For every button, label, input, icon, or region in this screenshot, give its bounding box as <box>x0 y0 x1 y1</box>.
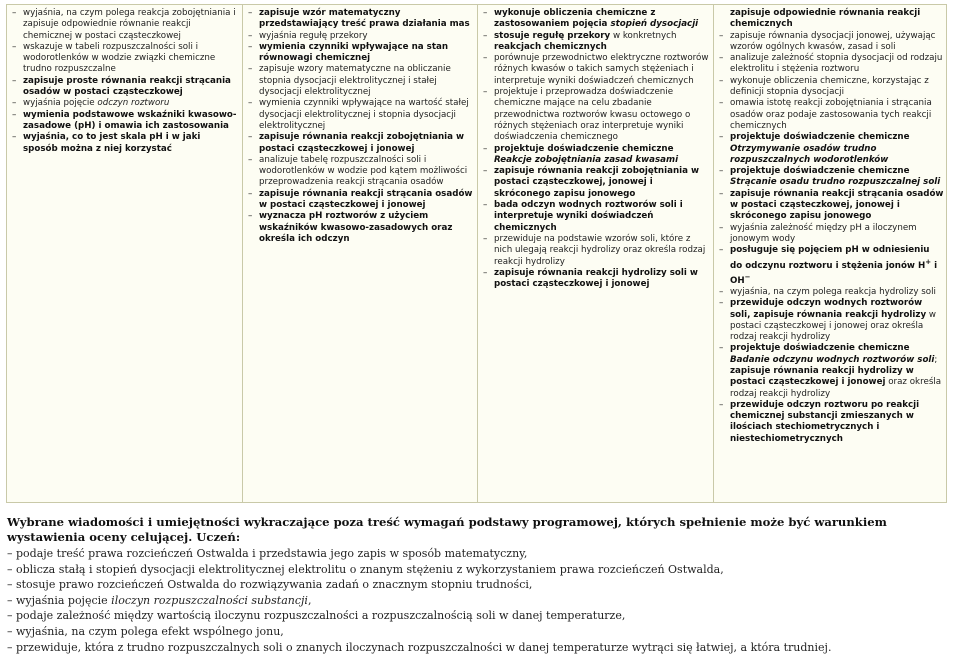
list-dash: – <box>12 75 17 86</box>
text-segment: wyjaśnia, co to jest skala pH i w jaki sposób można z niej korzystać <box>23 132 201 154</box>
text-segment: stosuje regułę przekory <box>494 30 611 41</box>
requirement-item <box>719 245 944 287</box>
text-segment: wyjaśnia, na czym polega reakcja zobojętniania i zapisuje odpowiednie równanie reakcji chemicznej w postaci cząsteczkowej <box>23 8 236 41</box>
requirement-item <box>248 64 473 98</box>
requirement-text <box>259 64 473 98</box>
requirement-item <box>719 287 944 298</box>
list-dash: – <box>248 98 253 109</box>
list-dash: – <box>483 8 488 18</box>
requirement-text <box>494 234 709 268</box>
requirement-item <box>719 53 944 76</box>
extra-requirement-item <box>7 640 947 656</box>
requirement-text <box>730 76 944 99</box>
requirement-text <box>23 8 238 42</box>
text-segment: zapisuje proste równania reakcji strącania osadów w postaci cząsteczkowej <box>23 75 231 98</box>
requirement-text <box>730 98 944 132</box>
list-dash: – <box>719 98 724 109</box>
list-dash: – <box>483 166 488 177</box>
requirement-text <box>494 31 709 54</box>
text-segment: Reakcje zobojętniania zasad kwasami <box>494 154 679 165</box>
requirement-item <box>483 144 709 167</box>
requirement-text <box>494 53 709 87</box>
requirement-item <box>719 298 944 343</box>
requirement-item <box>12 98 238 109</box>
list-dash: – <box>248 211 253 222</box>
text-segment: zapisuje wzory matematyczne na obliczanie stopnia dysocjacji elektrolitycznej i stałej dysocjacji elektrolitycznej <box>259 64 451 98</box>
list-dash: – <box>719 53 724 64</box>
requirement-text <box>730 8 944 31</box>
requirement-item <box>248 31 473 42</box>
list-dash: – <box>248 30 253 41</box>
requirement-text <box>730 53 944 76</box>
extra-requirement-item <box>7 577 947 593</box>
requirement-item <box>248 98 473 132</box>
text-segment: przewiduje na podstawie wzorów soli, które z nich ulegają reakcji hydrolizy oraz określa rodzaj reakcji hydrolizy <box>494 233 706 267</box>
text-segment: wyjaśnia regułę przekory <box>259 30 368 41</box>
text-segment: zapisuje równania reakcji strącania osadów w postaci cząsteczkowej, jonowej i skróconego zapisu jonowego <box>730 188 944 222</box>
text-segment: analizuje tabelę rozpuszczalności soli i wodorotlenków w wodzie pod kątem możliwości przeprowadzenia reakcji strącania osadów <box>259 154 468 188</box>
requirement-item <box>248 8 473 31</box>
requirement-text <box>494 268 709 291</box>
requirement-item <box>483 268 709 291</box>
text-segment: oraz określa rodzaj reakcji hydrolizy <box>730 377 942 399</box>
requirement-text <box>259 211 473 245</box>
text-segment: odczyn roztworu <box>97 98 170 109</box>
requirement-item <box>719 166 944 189</box>
requirement-text <box>730 31 944 54</box>
text-segment: posługuje się pojęciem pH w odniesieniu do odczynu roztworu i stężenia jonów H <box>730 245 930 271</box>
text-segment: + <box>925 257 932 266</box>
requirement-item <box>483 31 709 54</box>
text-segment: , <box>307 593 312 607</box>
list-dash: – <box>719 399 724 410</box>
requirement-item <box>483 200 709 234</box>
requirement-item <box>719 223 944 246</box>
text-segment: wyjaśnia pojęcie <box>23 98 98 109</box>
requirement-text <box>494 87 709 143</box>
text-segment: wykonuje obliczenia chemiczne, korzystając z definicji stopnia dysocjacji <box>730 75 929 98</box>
list-dash: – <box>12 98 17 109</box>
requirement-text <box>259 8 473 31</box>
requirement-item <box>248 42 473 65</box>
list-dash <box>719 8 730 31</box>
list-dash: – <box>719 222 724 233</box>
requirement-text <box>494 166 709 200</box>
text-segment: w konkretnych <box>610 30 677 41</box>
extra-requirements-section <box>7 515 947 655</box>
text-segment: – podaje treść prawa rozcieńczeń Ostwalda i przedstawia jego zapis w sposób matematyczny, <box>7 547 528 560</box>
list-dash: – <box>12 132 17 143</box>
list-dash: – <box>719 188 724 199</box>
text-segment: wymienia czynniki wpływające na wartość stałej dysocjacji elektrolitycznej i stopnia dysocjacji elektrolitycznej <box>259 98 469 131</box>
text-segment: i OH <box>730 260 938 286</box>
requirement-item <box>483 234 709 268</box>
requirement-text <box>730 132 944 166</box>
list-dash: – <box>12 109 17 120</box>
list-dash: – <box>248 41 253 52</box>
requirement-text <box>494 144 709 167</box>
text-segment: wymienia czynniki wpływające na stan równowagi chemicznej <box>259 41 449 64</box>
text-segment: zapisuje równania reakcji strącania osadów w postaci cząsteczkowej i jonowej <box>259 188 473 211</box>
requirement-item <box>248 189 473 212</box>
requirement-text <box>730 298 944 343</box>
text-segment: Badanie odczynu wodnych roztworów soli <box>730 354 935 365</box>
requirement-text <box>259 42 473 65</box>
requirement-text <box>23 76 238 99</box>
list-dash: – <box>248 154 253 165</box>
text-segment: reakcjach chemicznych <box>494 41 607 52</box>
text-segment: przewiduje odczyn wodnych roztworów soli, zapisuje równania reakcji hydrolizy <box>730 298 927 320</box>
requirement-item <box>719 400 944 445</box>
text-segment: omawia istotę reakcji zobojętniania i strącania osadów oraz podaje zastosowania tych reakcji chemicznych <box>730 98 932 131</box>
column-2 <box>243 5 478 502</box>
requirement-text <box>259 189 473 212</box>
list-dash: – <box>248 132 253 143</box>
text-segment: – wyjaśnia, na czym polega efekt wspólnego jonu, <box>7 624 284 638</box>
requirement-item <box>719 76 944 99</box>
text-segment: wyznacza pH roztworów z użyciem wskaźników kwasowo-zasadowych oraz określa ich odczyn <box>259 211 453 244</box>
requirement-text <box>730 400 944 445</box>
text-segment: wyjaśnia, na czym polega reakcja hydrolizy soli <box>730 286 936 297</box>
text-segment: projektuje doświadczenie chemiczne <box>730 132 910 143</box>
requirement-item <box>248 155 473 189</box>
list-dash: – <box>483 200 488 211</box>
list-dash: – <box>719 286 724 297</box>
column-4 <box>714 5 948 502</box>
text-segment: zapisuje odpowiednie równania reakcji chemicznych <box>730 8 921 30</box>
text-segment: – podaje zależność między wartością iloczynu rozpuszczalności a rozpuszczalnością soli w danej temperaturze, <box>7 609 626 623</box>
requirement-item <box>483 53 709 87</box>
column-3 <box>478 5 714 502</box>
requirement-item <box>248 132 473 155</box>
text-segment: – stosuje prawo rozcieńczeń Ostwalda do rozwiązywania zadań o znacznym stopniu trudności, <box>7 578 533 592</box>
list-dash: – <box>719 75 724 86</box>
list-dash: – <box>719 245 724 256</box>
requirement-text <box>259 31 473 42</box>
text-segment: ; <box>934 354 938 365</box>
requirement-text <box>494 200 709 234</box>
extra-requirements-title: Wybrane wiadomości i umiejętności wykraczające poza treść wymagań podstawy programowej, których spełnienie może być warunkiem wystawienia oceny celującej. Uczeń: <box>7 515 887 544</box>
requirement-item <box>483 8 709 31</box>
requirement-item <box>719 8 944 31</box>
requirement-item <box>719 343 944 399</box>
requirement-text <box>259 155 473 189</box>
extra-requirements-list <box>7 546 947 655</box>
list-dash: – <box>248 64 253 75</box>
text-segment: zapisuje równania dysocjacji jonowej, używając wzorów ogólnych kwasów, zasad i soli <box>730 30 936 52</box>
text-segment: Otrzymywanie osadów trudno rozpuszczalnych wodorotlenków <box>730 143 889 165</box>
text-segment: zapisuje równania reakcji zobojętniania w postaci cząsteczkowej, jonowej i skróconego zapisu jonowego <box>494 166 700 199</box>
text-segment: przewiduje odczyn roztworu po reakcji chemicznej substancji zmieszanych w ilościach stechiometrycznych i niestechiometrycznych <box>730 399 920 444</box>
text-segment: porównuje przewodnictwo elektryczne roztworów różnych kwasów o takich samych stężeniach i interpretuje wyniki doświadczeń chemicznych <box>494 53 709 86</box>
list-dash: – <box>483 30 488 41</box>
text-segment: iloczyn rozpuszczalności substancji <box>111 593 308 607</box>
requirement-text <box>730 343 944 399</box>
text-segment: zapisuje wzór matematyczny przedstawiający treść prawa działania mas <box>259 8 470 30</box>
requirement-text <box>23 110 238 133</box>
requirement-text <box>730 245 944 287</box>
text-segment: Strącanie osadu trudno rozpuszczalnej soli <box>730 177 941 188</box>
requirement-item <box>12 8 238 42</box>
requirement-item <box>719 31 944 54</box>
requirement-text <box>23 98 238 109</box>
text-segment: zapisuje równania reakcji zobojętniania w postaci cząsteczkowej i jonowej <box>259 132 465 154</box>
list-dash: – <box>719 30 724 41</box>
text-segment: wymienia podstawowe wskaźniki kwasowo-zasadowe (pH) i omawia ich zastosowania <box>23 109 237 131</box>
requirement-text <box>730 189 944 223</box>
requirement-item <box>12 76 238 99</box>
requirement-text <box>494 8 709 31</box>
text-segment: − <box>744 272 751 281</box>
requirement-item <box>12 42 238 76</box>
requirement-text <box>730 287 944 298</box>
text-segment: projektuje doświadczenie chemiczne <box>494 143 674 154</box>
list-dash: – <box>483 87 488 98</box>
extra-requirement-item <box>7 608 947 624</box>
list-dash: – <box>248 8 253 18</box>
extra-requirement-item <box>7 562 947 578</box>
text-segment: w postaci cząsteczkowej i jonowej oraz określa rodzaj reakcji hydrolizy <box>730 309 936 343</box>
text-segment: – oblicza stałą i stopień dysocjacji elektrolitycznej elektrolitu o znanym stężeniu z wykorzystaniem prawa rozcieńczeń Ostwalda, <box>7 562 724 576</box>
list-dash: – <box>719 132 724 143</box>
text-segment: projektuje i przeprowadza doświadczenie chemiczne mające na celu zbadanie przewodnictwa roztworów kwasu octowego o różnych stężeniach oraz interpretuje wyniki doświadczenia chemicznego <box>494 87 691 143</box>
extra-requirement-item <box>7 593 947 609</box>
requirement-item <box>483 166 709 200</box>
list-dash: – <box>12 41 17 52</box>
text-segment: zapisuje równania reakcji hydrolizy soli w postaci cząsteczkowej i jonowej <box>494 267 698 290</box>
text-segment: zapisuje równania reakcji hydrolizy w postaci cząsteczkowej i jonowej <box>730 365 914 388</box>
text-segment: wykonuje obliczenia chemiczne z zastosowaniem pojęcia <box>494 8 656 30</box>
requirement-text <box>259 132 473 155</box>
list-dash: – <box>12 8 17 18</box>
requirement-item <box>719 189 944 223</box>
text-segment: wyjaśnia zależność między pH a iloczynem jonowym wody <box>730 222 917 244</box>
requirement-item <box>719 132 944 166</box>
requirement-item <box>12 132 238 155</box>
text-segment: – wyjaśnia pojęcie <box>7 593 112 607</box>
text-segment: – przewiduje, która z trudno rozpuszczalnych soli o znanych iloczynach rozpuszczalności w danej temperaturze wytrąci się łatwiej, a która trudniej. <box>7 640 832 654</box>
requirement-text <box>730 223 944 246</box>
list-dash: – <box>719 343 724 354</box>
list-dash: – <box>483 233 488 244</box>
requirement-text <box>23 132 238 155</box>
requirement-text <box>259 98 473 132</box>
requirements-table <box>6 4 947 503</box>
list-dash: – <box>483 143 488 154</box>
extra-requirement-item <box>7 546 947 562</box>
column-1 <box>7 5 243 502</box>
text-segment: projektuje doświadczenie chemiczne <box>730 166 910 177</box>
requirement-item <box>12 110 238 133</box>
text-segment: analizuje zależność stopnia dysocjacji od rodzaju elektrolitu i stężenia roztworu <box>730 53 943 75</box>
list-dash: – <box>483 267 488 278</box>
text-segment: projektuje doświadczenie chemiczne <box>730 343 910 354</box>
requirement-item <box>248 211 473 245</box>
list-dash: – <box>719 166 724 177</box>
text-segment: stopień dysocjacji <box>610 19 699 30</box>
text-segment: bada odczyn wodnych roztworów soli i interpretuje wyniki doświadczeń chemicznych <box>494 200 683 233</box>
list-dash: – <box>248 188 253 199</box>
requirement-item <box>719 98 944 132</box>
list-dash: – <box>719 298 724 309</box>
extra-requirement-item <box>7 624 947 640</box>
list-dash: – <box>483 53 488 64</box>
text-segment: wskazuje w tabeli rozpuszczalności soli i wodorotlenków w wodzie związki chemiczne trudno rozpuszczalne <box>23 41 216 75</box>
requirement-text <box>730 166 944 189</box>
requirement-item <box>483 87 709 143</box>
requirement-text <box>23 42 238 76</box>
